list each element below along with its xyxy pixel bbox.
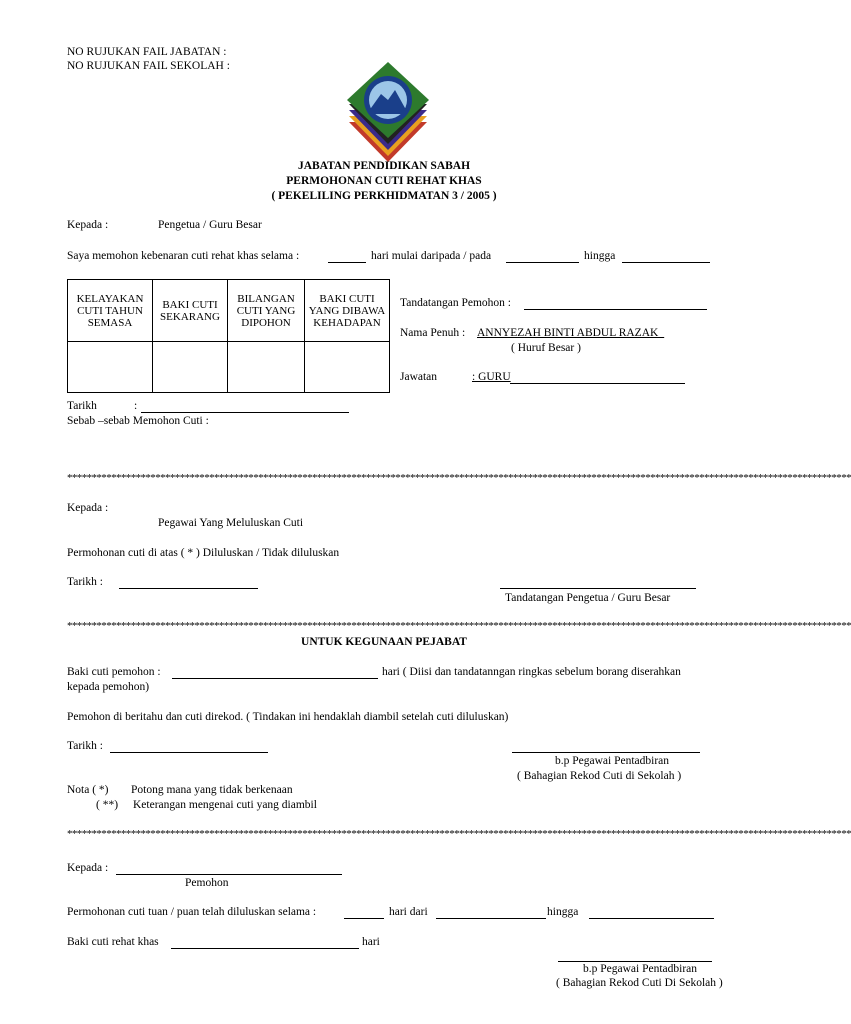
note1-text: Potong mana yang tidak berkenaan xyxy=(131,784,293,796)
start-date-field[interactable] xyxy=(506,262,579,263)
s4-balance-field[interactable] xyxy=(171,948,359,949)
divider-2: **************************************************************************************************************************************************************** xyxy=(67,620,851,632)
s4-balance-label: Baki cuti rehat khas xyxy=(67,936,159,948)
divider-1: **************************************************************************************************************************************************************** xyxy=(67,472,851,484)
s2-date-field[interactable] xyxy=(119,588,258,589)
note1-label: Nota ( *) xyxy=(67,784,109,796)
s1-date-label: Tarikh xyxy=(67,400,97,412)
notified-text: Pemohon di beritahu dan cuti direkod. ( Tindakan ini hendaklah diambil setelah cuti diluluskan) xyxy=(67,711,509,723)
applicant-caption: Pemohon xyxy=(185,877,229,889)
approved-from-field[interactable] xyxy=(436,918,546,919)
s3-date-field[interactable] xyxy=(110,752,268,753)
s1-date-colon: : xyxy=(134,400,138,412)
signature-field[interactable] xyxy=(524,309,707,310)
note2-label: ( **) xyxy=(96,799,119,811)
admin-sig-line1: b.p Pegawai Pentadbiran xyxy=(555,755,670,767)
table-cell-1[interactable] xyxy=(68,342,153,393)
admin-sig-line2: ( Bahagian Rekod Cuti di Sekolah ) xyxy=(517,770,682,782)
days-field[interactable] xyxy=(328,262,366,263)
approved-c: hingga xyxy=(547,906,579,918)
balance-field[interactable] xyxy=(172,678,378,679)
crest-logo xyxy=(343,58,433,162)
note2-text: Keterangan mengenai cuti yang diambil xyxy=(133,799,317,811)
balance-label: Baki cuti pemohon : xyxy=(67,666,161,678)
table-header-2: BAKI CUTI SEKARANG xyxy=(153,280,228,342)
table-cell-2[interactable] xyxy=(153,342,228,393)
principal-signature-caption: Tandatangan Pengetua / Guru Besar xyxy=(505,592,671,604)
principal-signature-field[interactable] xyxy=(500,588,696,589)
ref-dept: NO RUJUKAN FAIL JABATAN : xyxy=(67,46,227,58)
header-line3: ( PEKELILING PERKHIDMATAN 3 / 2005 ) xyxy=(271,190,497,202)
s4-kepada-label: Kepada : xyxy=(67,862,109,874)
approval-text: Permohonan cuti di atas ( * ) Diluluskan / Tidak diluluskan xyxy=(67,547,340,559)
approved-a: Permohonan cuti tuan / puan telah diluluskan selama : xyxy=(67,906,317,918)
end-date-field[interactable] xyxy=(622,262,710,263)
s2-kepada-value: Pegawai Yang Meluluskan Cuti xyxy=(158,517,304,529)
header-line1: JABATAN PENDIDIKAN SABAH xyxy=(297,160,471,172)
table-header-4: BAKI CUTI YANG DIBAWA KEHADAPAN xyxy=(305,280,390,342)
leave-table xyxy=(67,279,390,393)
s1-request-a: Saya memohon kebenaran cuti rehat khas selama : xyxy=(67,250,300,262)
s1-request-c: hingga xyxy=(584,250,616,262)
name-value[interactable]: ANNYEZAH BINTI ABDUL RAZAK_ xyxy=(477,327,665,339)
table-cell-3[interactable] xyxy=(228,342,305,393)
approved-to-field[interactable] xyxy=(589,918,714,919)
approved-b: hari dari xyxy=(389,906,428,918)
reason-label: Sebab –sebab Memohon Cuti : xyxy=(67,415,209,427)
s1-kepada-value: Pengetua / Guru Besar xyxy=(158,219,262,231)
s1-date-field[interactable] xyxy=(141,412,349,413)
table-header-1: KELAYAKAN CUTI TAHUN SEMASA xyxy=(68,280,153,342)
balance-note: hari ( Diisi dan tandatanngan ringkas sebelum borang diserahkan xyxy=(382,666,681,678)
post-value[interactable]: : GURU xyxy=(472,371,511,383)
office-use-title: UNTUK KEGUNAAN PEJABAT xyxy=(301,636,467,648)
applicant-name-field[interactable] xyxy=(116,874,342,875)
balance-note2: kepada pemohon) xyxy=(67,681,150,693)
header-line2: PERMOHONAN CUTI REHAT KHAS xyxy=(286,175,482,187)
s4-admin-signature-field[interactable] xyxy=(558,961,712,962)
s4-balance-unit: hari xyxy=(362,936,380,948)
name-hint: ( Huruf Besar ) xyxy=(511,342,581,354)
ref-school: NO RUJUKAN FAIL SEKOLAH : xyxy=(67,60,230,72)
name-label: Nama Penuh : xyxy=(400,327,466,339)
s2-kepada-label: Kepada : xyxy=(67,502,109,514)
s4-sig-line1: b.p Pegawai Pentadbiran xyxy=(583,963,698,975)
divider-3: **************************************************************************************************************************************************************** xyxy=(67,828,851,840)
signature-label: Tandatangan Pemohon : xyxy=(400,297,511,309)
table-header-3: BILANGAN CUTI YANG DIPOHON xyxy=(228,280,305,342)
s4-sig-line2: ( Bahagian Rekod Cuti Di Sekolah ) xyxy=(556,977,723,989)
post-label: Jawatan xyxy=(400,371,438,383)
approved-days-field[interactable] xyxy=(344,918,384,919)
admin-signature-field[interactable] xyxy=(512,752,700,753)
table-cell-4[interactable] xyxy=(305,342,390,393)
s3-date-label: Tarikh : xyxy=(67,740,103,752)
post-field xyxy=(510,383,685,384)
s1-kepada-label: Kepada : xyxy=(67,219,109,231)
s2-date-label: Tarikh : xyxy=(67,576,103,588)
s1-request-b: hari mulai daripada / pada xyxy=(371,250,492,262)
